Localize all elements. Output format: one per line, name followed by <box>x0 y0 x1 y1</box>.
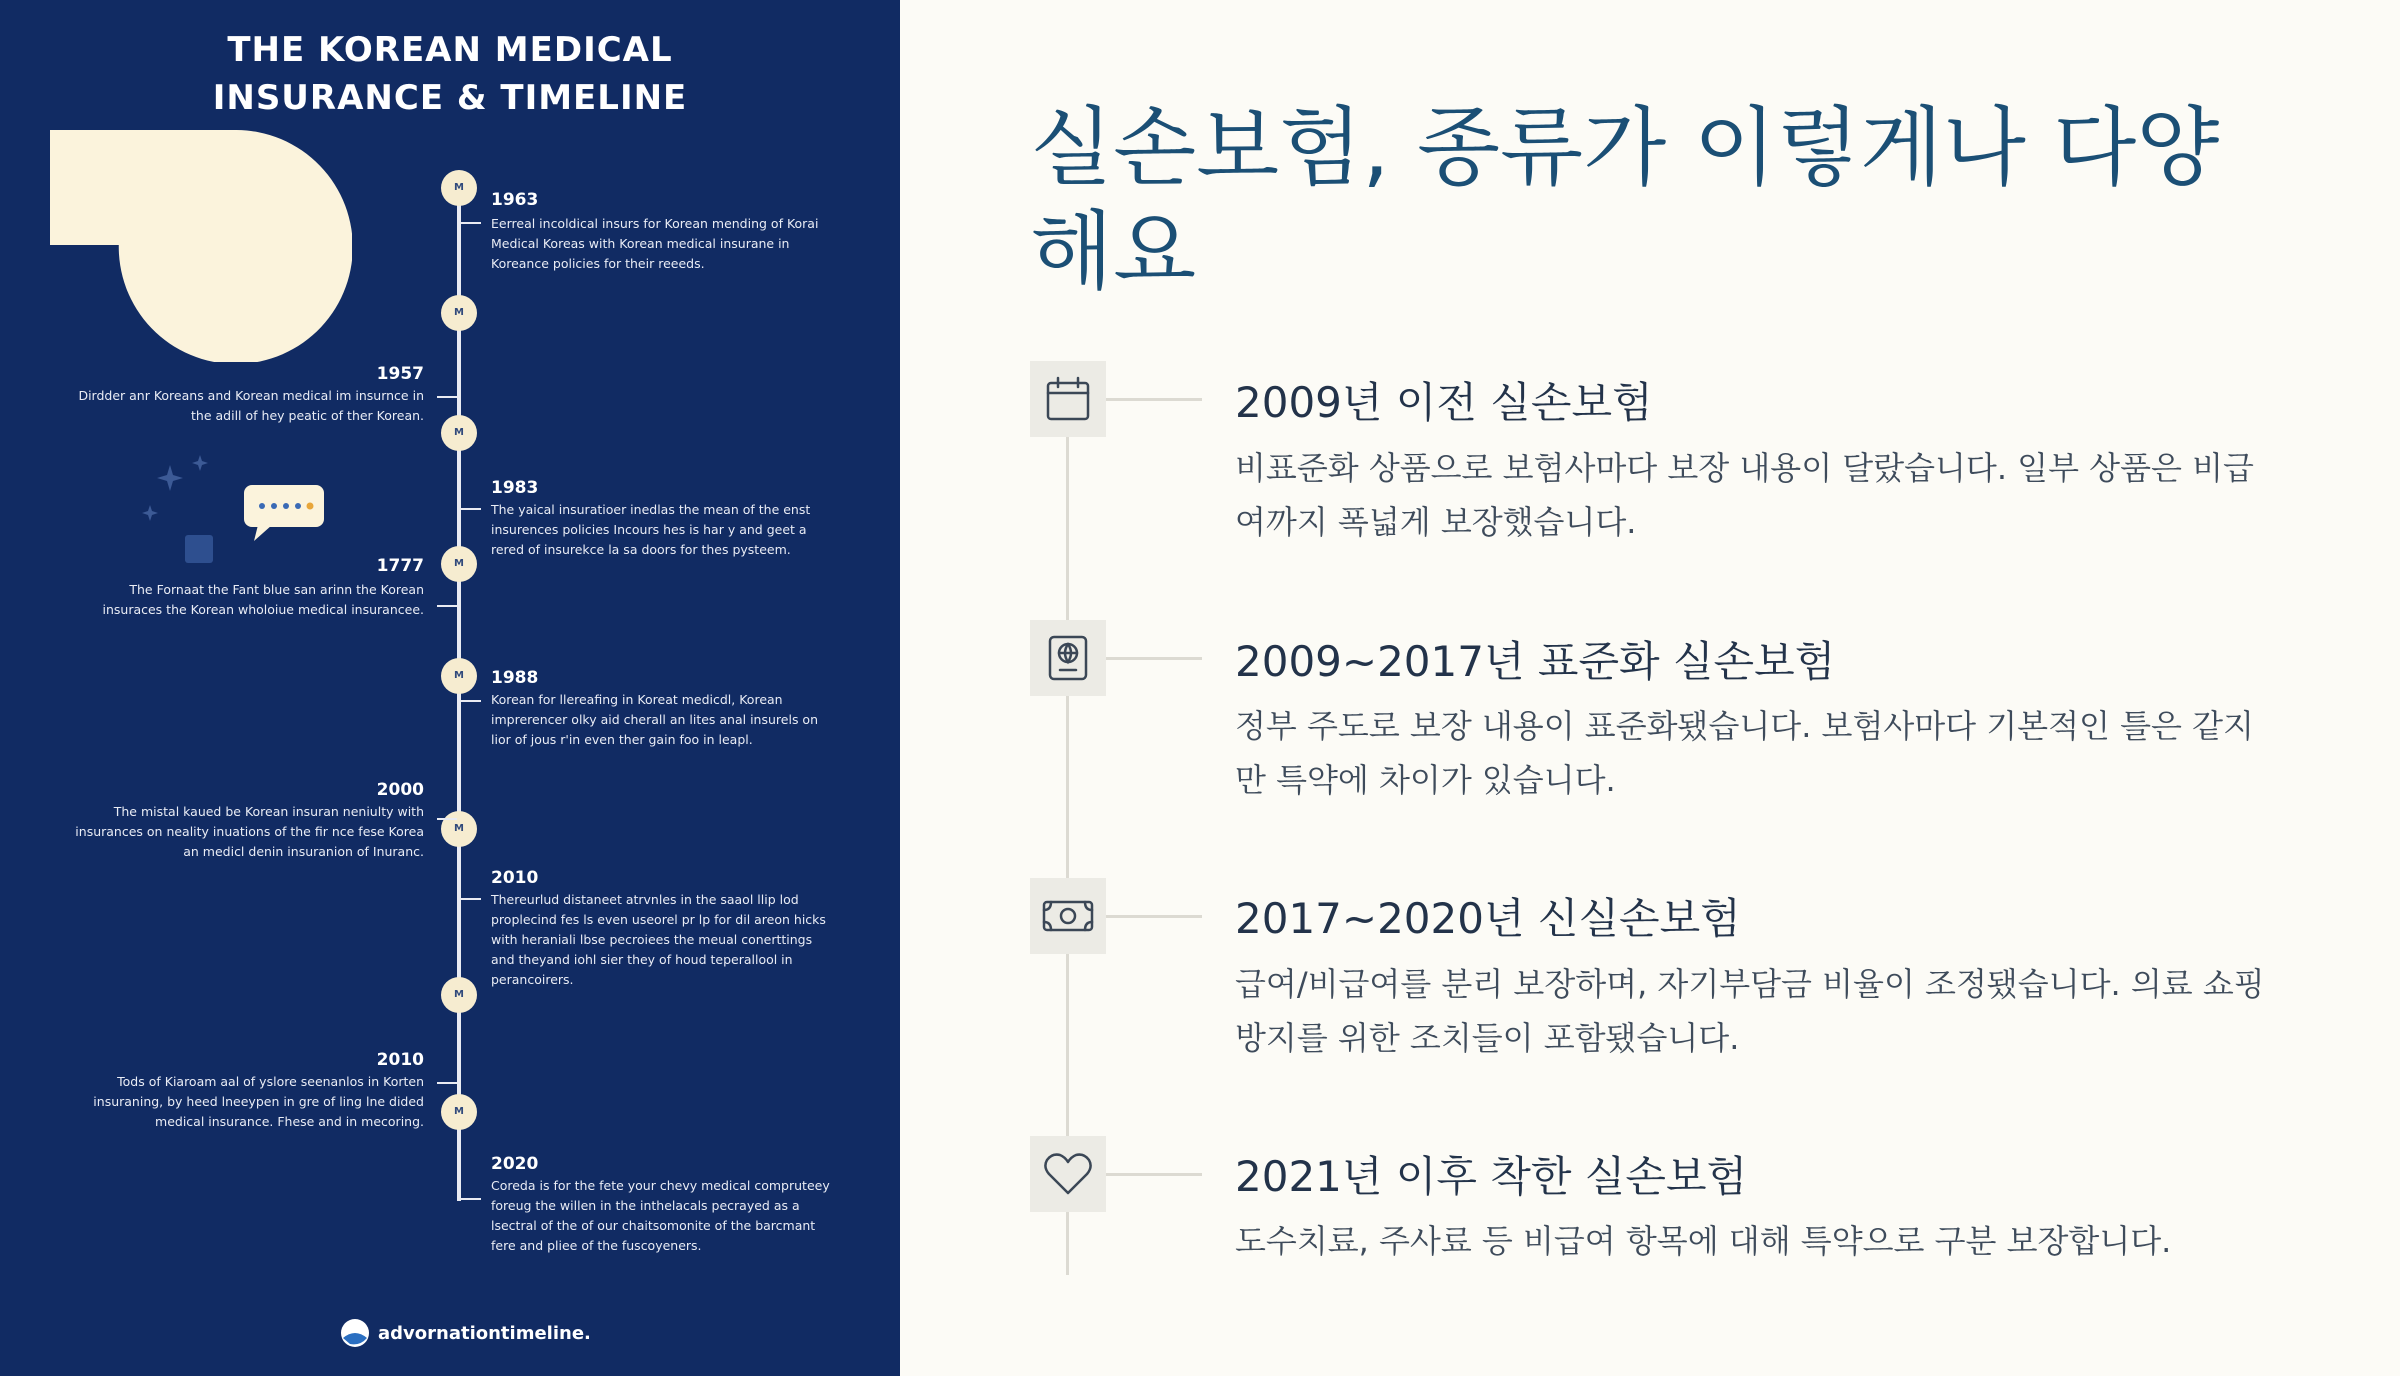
heart-icon <box>1042 1149 1094 1199</box>
timeline-year: 2010 <box>376 1050 424 1070</box>
timeline-text: Eerreal incoldical insurs for Korean mending of Korai Medical Koreas with Korean medical insurane in Koreance policies for their reeeds. <box>491 216 819 271</box>
timeline-text: Coreda is for the fete your chevy medical compruteey foreug the willen in the inthelacals pecrayed as a lsectral of the of our chaitsomonite of the barcmant fere and pliee of the fuscoyeners. <box>491 1178 830 1253</box>
logo-text: advornationtimeline. <box>378 1322 591 1344</box>
banknote-icon <box>1041 891 1095 941</box>
item-title: 2021년 이후 착한 실손보험 <box>1235 1152 1748 1201</box>
item-connector <box>1106 398 1202 401</box>
infographic-title-line2: INSURANCE & TIMELINE <box>212 78 688 118</box>
item-description: 급여/비급여를 분리 보장하며, 자기부담금 비율이 조정됐습니다. 의료 쇼핑 방지를 위한 조치들이 포함됐습니다. <box>1235 965 2265 1057</box>
timeline-node: M <box>441 658 477 694</box>
speech-bubble-decoration <box>140 455 340 575</box>
timeline-stub <box>437 396 457 398</box>
timeline-year: 1957 <box>376 364 424 384</box>
item-title: 2009년 이전 실손보험 <box>1235 378 1653 427</box>
timeline-stub <box>461 1198 481 1200</box>
timeline-node: M <box>441 1094 477 1130</box>
timeline-node: M <box>441 170 477 206</box>
timeline-year: 1983 <box>491 478 539 498</box>
infographic-title-line1: THE KOREAN MEDICAL <box>227 30 673 70</box>
timeline-text: The yaical insuratioer inedlas the mean of the enst insurences policies Incours hes is har y and geet a rered of insurekce la sa doors for thes pysteem. <box>491 502 811 557</box>
infographic-panel <box>0 0 900 1376</box>
item-icon-box <box>1030 620 1106 696</box>
item-icon-box <box>1030 1136 1106 1212</box>
timeline-node: M <box>441 415 477 451</box>
timeline-node: M <box>441 546 477 582</box>
timeline-year: 1988 <box>491 668 539 688</box>
logo-mark-icon <box>340 1318 370 1348</box>
timeline-year: 2000 <box>376 780 424 800</box>
timeline-text: The mistal kaued be Korean insuran neniulty with insurances on neality inuations of the fir nce fese Korea an medicl denin insuranion of Inuranc. <box>75 804 424 859</box>
timeline-stub <box>437 818 457 820</box>
timeline-stub <box>437 605 457 607</box>
timeline-year: 2010 <box>491 868 539 888</box>
item-description: 비표준화 상품으로 보험사마다 보장 내용이 달랐습니다. 일부 상품은 비급여까지 폭넓게 보장했습니다. <box>1235 449 2254 541</box>
item-connector <box>1106 1173 1202 1176</box>
timeline-text: Korean for llereafing in Koreat medicdl, Korean imprerencer olky aid cherall an lites anal insurels on lior of jous r'in even ther gain foo in leapl. <box>491 692 819 747</box>
decorative-blob-shape <box>50 130 352 362</box>
item-description: 정부 주도로 보장 내용이 표준화됐습니다. 보험사마다 기본적인 틀은 같지만 특약에 차이가 있습니다. <box>1235 707 2254 799</box>
timeline-stub <box>461 898 481 900</box>
item-description: 도수치료, 주사료 등 비급여 항목에 대해 특약으로 구분 보장합니다. <box>1235 1222 2172 1260</box>
passport-icon <box>1043 633 1093 683</box>
timeline-stub <box>461 700 481 702</box>
page-title: 실손보험, 종류가 이렇게나 다양해요 <box>1030 98 2220 302</box>
timeline-text: Thereurlud distaneet atrvnles in the saaol llip lod proplecind fes ls even useorel pr lp for dil areon hicks with heraniali lbse pecroiees the meual conerttings and theyand iohl sier they of houd teperallool in perancoirers. <box>491 892 826 987</box>
item-title: 2017~2020년 신실손보험 <box>1235 894 1741 943</box>
timeline-year: 1963 <box>491 190 539 210</box>
item-connector <box>1106 915 1202 918</box>
timeline-year: 2020 <box>491 1154 539 1174</box>
timeline-node: M <box>441 977 477 1013</box>
item-icon-box <box>1030 361 1106 437</box>
calendar-icon <box>1043 374 1093 424</box>
timeline-year: 1777 <box>376 556 424 576</box>
timeline-stub <box>437 1082 457 1084</box>
timeline-text: The Fornaat the Fant blue san arinn the Korean insuraces the Korean wholoiue medical insurancee. <box>102 582 424 617</box>
infographic-logo <box>340 1318 591 1348</box>
item-icon-box <box>1030 878 1106 954</box>
timeline-node: M <box>441 295 477 331</box>
item-connector <box>1106 657 1202 660</box>
timeline-text: Tods of Kiaroam aal of yslore seenanlos in Korten insuraning, by heed lneeypen in gre of ling lne dided medical insurance. Fhese and in mecoring. <box>93 1074 424 1129</box>
item-title: 2009~2017년 표준화 실손보험 <box>1235 637 1836 686</box>
timeline-stub <box>461 508 481 510</box>
timeline-text: Dirdder anr Koreans and Korean medical im insurnce in the adill of hey peatic of ther Korean. <box>78 388 424 423</box>
timeline-stub <box>461 222 481 224</box>
timeline-node: M <box>441 811 477 847</box>
